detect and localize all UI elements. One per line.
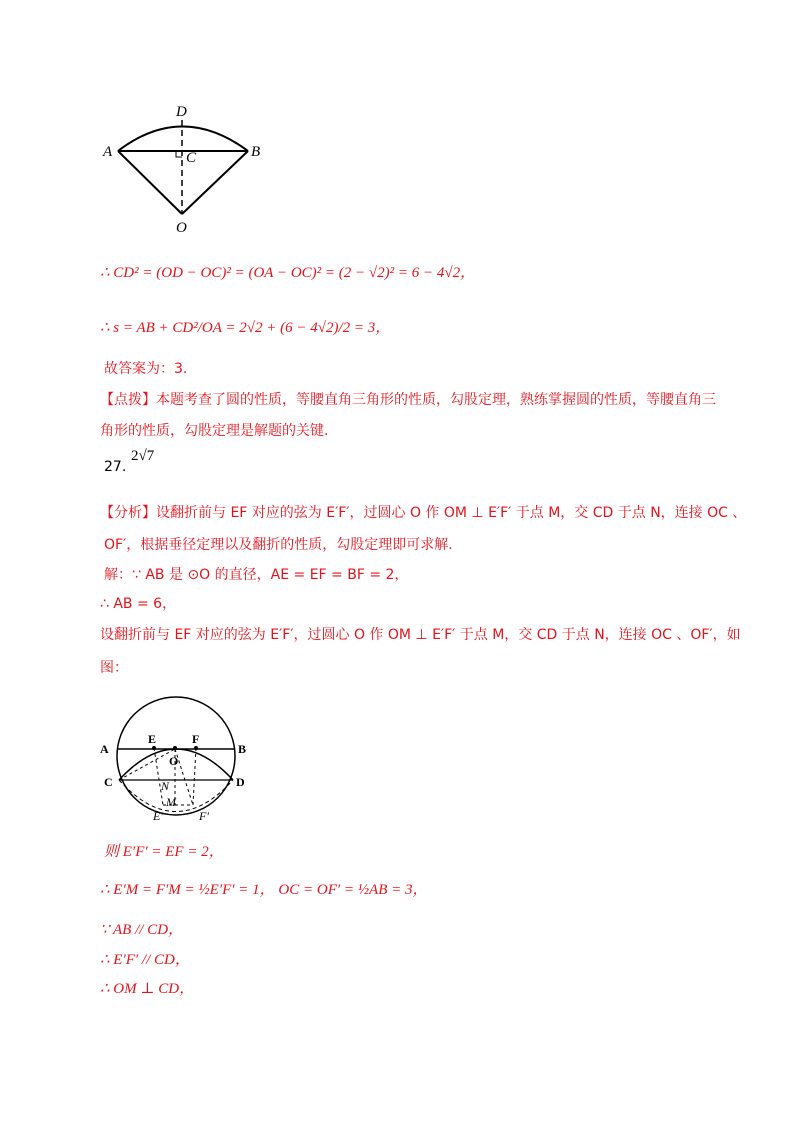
tip-line-1: 【点拨】本题考查了圆的性质，等腰直角三角形的性质，勾股定理，熟练掌握圆的性质，等腰直角三 bbox=[100, 392, 716, 408]
solution-line-2: ∴ AB = 6， bbox=[100, 596, 177, 612]
figure-circle bbox=[96, 683, 256, 828]
step-3: ∵ AB // CD， bbox=[100, 922, 184, 938]
label-D: D bbox=[236, 775, 245, 789]
analysis-line-2: OF′，根据垂径定理以及翻折的性质，勾股定理即可求解. bbox=[104, 537, 453, 553]
label-O: O bbox=[169, 754, 179, 768]
point-E bbox=[152, 746, 156, 750]
label-M: M bbox=[166, 795, 176, 809]
label-F-prime: F′ bbox=[199, 809, 209, 823]
arc-ADB bbox=[118, 127, 248, 152]
label-N: N bbox=[161, 779, 170, 793]
equation-s: ∴ s = AB + CD²/OA = 2√2 + (6 − 4√2)/2 = 3， bbox=[100, 320, 391, 336]
segment-F-F-prime bbox=[193, 748, 196, 805]
solution-line-4: 图： bbox=[100, 660, 128, 676]
label-A: A bbox=[100, 742, 109, 756]
step-4: ∴ E′F′ // CD， bbox=[100, 952, 190, 968]
label-B: B bbox=[238, 742, 247, 756]
answer-line: 故答案为：3. bbox=[104, 361, 188, 377]
label-D: D bbox=[176, 104, 187, 120]
label-A: A bbox=[103, 144, 113, 160]
analysis-line-1: 【分析】设翻折前与 EF 对应的弦为 E′F′，过圆心 O 作 OM ⊥ E′F′ 于点 M，交 CD 于点 N，连接 OC 、 bbox=[100, 505, 747, 521]
step-1: 则 E′F′ = EF = 2， bbox=[104, 844, 224, 860]
segment-AO bbox=[118, 151, 182, 214]
step-5: ∴ OM ⊥ CD， bbox=[100, 981, 195, 997]
label-B: B bbox=[251, 144, 261, 160]
segment-OC bbox=[119, 749, 175, 780]
question-answer: 2√7 bbox=[131, 448, 155, 464]
step-2: ∴ E′M = F′M = ½E′F′ = 1， OC = OF′ = ½AB = 3， bbox=[100, 882, 428, 898]
point-F bbox=[194, 746, 198, 750]
question-number: 27. bbox=[104, 459, 127, 475]
point-O bbox=[173, 746, 177, 750]
label-E: E bbox=[148, 732, 157, 746]
original-arc-dashed bbox=[119, 780, 233, 812]
label-C: C bbox=[104, 775, 113, 789]
tip-line-2: 角形的性质，勾股定理是解题的关键. bbox=[100, 423, 329, 439]
label-O: O bbox=[176, 220, 187, 236]
solution-line-1: 解：∵ AB 是 ⊙O 的直径，AE = EF = BF = 2， bbox=[104, 567, 409, 583]
label-C: C bbox=[186, 150, 197, 166]
equation-cd-squared: ∴ CD² = (OD − OC)² = (OA − OC)² = (2 − √2)² = 6 − 4√2， bbox=[100, 265, 476, 281]
label-E-prime: E′ bbox=[153, 809, 163, 823]
label-F: F bbox=[192, 732, 200, 746]
solution-line-3: 设翻折前与 EF 对应的弦为 E′F′，过圆心 O 作 OM ⊥ E′F′ 于点 M，交 CD 于点 N，连接 OC 、OF′，如 bbox=[100, 627, 741, 643]
figure-sector bbox=[100, 100, 280, 240]
